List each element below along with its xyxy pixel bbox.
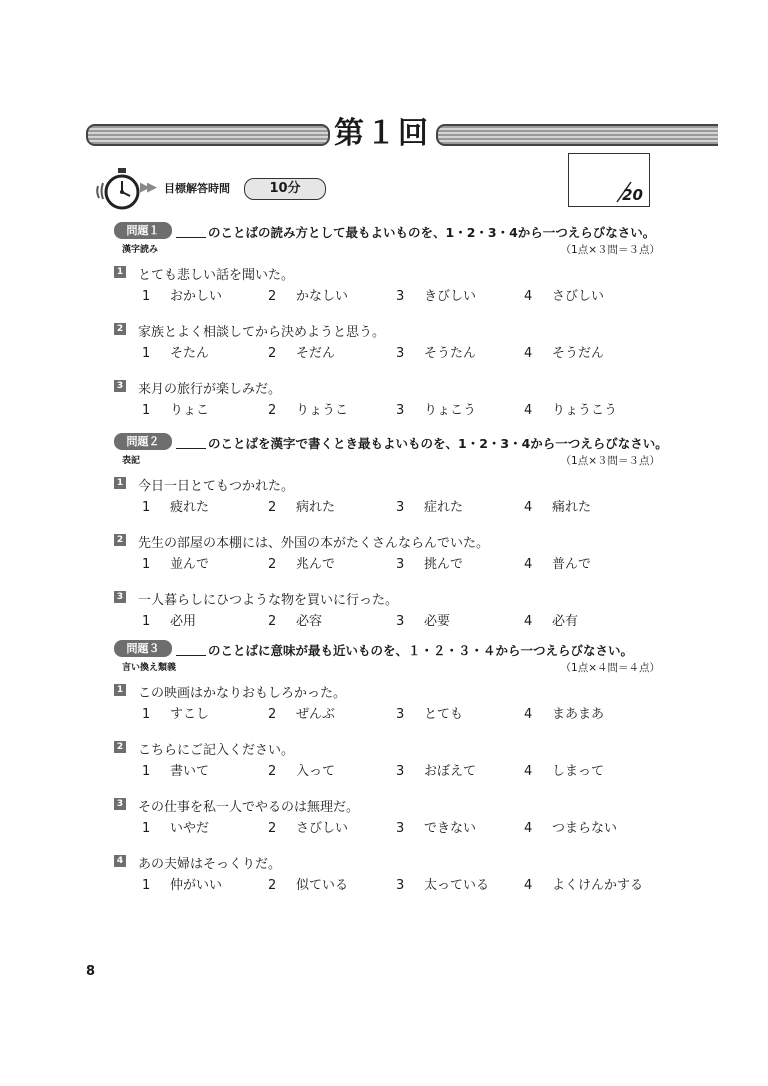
- section-badge: 問題２: [114, 433, 172, 450]
- question-number: 1: [114, 477, 126, 489]
- option-4[interactable]: 4 りょうこう: [524, 403, 618, 418]
- options: [138, 285, 668, 303]
- option-3[interactable]: 3 太っている: [396, 878, 490, 893]
- section-sublabel: 表記: [122, 456, 141, 466]
- section-instruction: のことばの読み方として最もよいものを、1・2・3・4から一つえらびなさい。: [208, 225, 656, 240]
- section-instruction: のことばを漢字で書くとき最もよいものを、1・2・3・4から一つえらびなさい。: [208, 436, 668, 451]
- option-4[interactable]: 4 よくけんかする: [524, 878, 644, 893]
- option-1[interactable]: 1 疲れた: [142, 500, 210, 515]
- option-3[interactable]: 3 とても: [396, 707, 464, 722]
- blank-line: [176, 237, 206, 238]
- option-3[interactable]: 3 おぼえて: [396, 764, 477, 779]
- question: [114, 321, 660, 378]
- option-3[interactable]: 3 必要: [396, 614, 451, 629]
- title-bar-left: [86, 124, 330, 146]
- section-3: [114, 640, 660, 910]
- option-1[interactable]: 1 おかしい: [142, 289, 223, 304]
- question: [114, 264, 660, 321]
- option-2[interactable]: 2 さびしい: [268, 821, 349, 836]
- option-1[interactable]: 1 必用: [142, 614, 197, 629]
- question-text: その仕事を私一人でやるのは無理だ。: [138, 800, 360, 815]
- options: [138, 703, 668, 721]
- question-number: 3: [114, 380, 126, 392]
- option-3[interactable]: 3 りょこう: [396, 403, 477, 418]
- option-2[interactable]: 2 必容: [268, 614, 323, 629]
- question: [114, 475, 660, 532]
- section-sublabel: 漢字読み: [122, 245, 159, 255]
- target-label: 目標解答時間: [164, 182, 230, 195]
- page-number: 8: [86, 964, 96, 979]
- option-4[interactable]: 4 しまって: [524, 764, 605, 779]
- options: [138, 553, 668, 571]
- question: [114, 853, 660, 910]
- question-text: 先生の部屋の本棚には、外国の本がたくさんならんでいた。: [138, 536, 490, 551]
- question-text: 一人暮らしにひつような物を買いに行った。: [138, 593, 399, 608]
- question: [114, 378, 660, 435]
- question-text: 来月の旅行が楽しみだ。: [138, 382, 282, 397]
- option-3[interactable]: 3 挑んで: [396, 557, 464, 572]
- question-text: 家族とよく相談してから決めようと思う。: [138, 325, 386, 340]
- section-sublabel: 言い換え類義: [122, 663, 177, 673]
- options: [138, 760, 668, 778]
- option-3[interactable]: 3 症れた: [396, 500, 464, 515]
- section-2: [114, 433, 668, 646]
- option-1[interactable]: 1 いやだ: [142, 821, 210, 836]
- blank-line: [176, 448, 206, 449]
- question-number: 4: [114, 855, 126, 867]
- score-total: 20: [622, 186, 643, 204]
- page-title: 第１回: [334, 116, 430, 151]
- option-2[interactable]: 2 かなしい: [268, 289, 349, 304]
- options: [138, 874, 668, 892]
- option-4[interactable]: 4 つまらない: [524, 821, 618, 836]
- option-1[interactable]: 1 すこし: [142, 707, 210, 722]
- option-3[interactable]: 3 きびしい: [396, 289, 477, 304]
- target-time: 10分: [244, 178, 326, 200]
- options: [138, 342, 668, 360]
- question-text: あの夫婦はそっくりだ。: [138, 857, 282, 872]
- option-2[interactable]: 2 そだん: [268, 346, 336, 361]
- score-box: [568, 153, 650, 207]
- section-header: [114, 222, 660, 256]
- option-4[interactable]: 4 必有: [524, 614, 579, 629]
- question: [114, 682, 660, 739]
- question-number: 1: [114, 266, 126, 278]
- option-4[interactable]: 4 まあまあ: [524, 707, 605, 722]
- section-instruction: のことばに意味が最も近いものを、１・２・３・４から一つえらびなさい。: [208, 643, 634, 658]
- title-row: [86, 114, 718, 154]
- option-1[interactable]: 1 そたん: [142, 346, 210, 361]
- question-number: 3: [114, 591, 126, 603]
- option-2[interactable]: 2 病れた: [268, 500, 336, 515]
- question-number: 2: [114, 741, 126, 753]
- option-4[interactable]: 4 さびしい: [524, 289, 605, 304]
- options: [138, 496, 668, 514]
- options: [138, 399, 668, 417]
- option-1[interactable]: 1 仲がいい: [142, 878, 223, 893]
- stopwatch-icon: [94, 166, 144, 212]
- section-badge: 問題１: [114, 222, 172, 239]
- option-2[interactable]: 2 ぜんぶ: [268, 707, 336, 722]
- section-1: [114, 222, 660, 435]
- options: [138, 610, 668, 628]
- section-badge: 問題３: [114, 640, 172, 657]
- option-4[interactable]: 4 そうだん: [524, 346, 605, 361]
- blank-line: [176, 655, 206, 656]
- option-1[interactable]: 1 りょこ: [142, 403, 210, 418]
- question-text: こちらにご記入ください。: [138, 743, 295, 758]
- question-number: 2: [114, 534, 126, 546]
- section-header: [114, 433, 668, 467]
- option-2[interactable]: 2 入って: [268, 764, 336, 779]
- question: [114, 532, 660, 589]
- section-points: （1点×３問＝３点）: [560, 244, 660, 256]
- option-3[interactable]: 3 できない: [396, 821, 477, 836]
- option-4[interactable]: 4 痛れた: [524, 500, 592, 515]
- double-arrow-icon: ▶▶: [140, 180, 154, 195]
- option-1[interactable]: 1 書いて: [142, 764, 210, 779]
- question-number: 3: [114, 798, 126, 810]
- option-3[interactable]: 3 そうたん: [396, 346, 477, 361]
- option-2[interactable]: 2 りょうこ: [268, 403, 349, 418]
- section-header: [114, 640, 660, 674]
- option-2[interactable]: 2 兆んで: [268, 557, 336, 572]
- question: [114, 739, 660, 796]
- section-points: （1点×３問＝３点）: [560, 455, 660, 467]
- section-points: （1点×４問＝４点）: [560, 662, 660, 674]
- title-bar-right: [436, 124, 718, 146]
- question: [114, 589, 660, 646]
- question-text: とても悲しい話を聞いた。: [138, 268, 295, 283]
- question-text: この映画はかなりおもしろかった。: [138, 686, 347, 701]
- question: [114, 796, 660, 853]
- options: [138, 817, 668, 835]
- option-1[interactable]: 1 並んで: [142, 557, 210, 572]
- question-number: 2: [114, 323, 126, 335]
- option-2[interactable]: 2 似ている: [268, 878, 349, 893]
- question-text: 今日一日とてもつかれた。: [138, 479, 295, 494]
- question-number: 1: [114, 684, 126, 696]
- option-4[interactable]: 4 普んで: [524, 557, 592, 572]
